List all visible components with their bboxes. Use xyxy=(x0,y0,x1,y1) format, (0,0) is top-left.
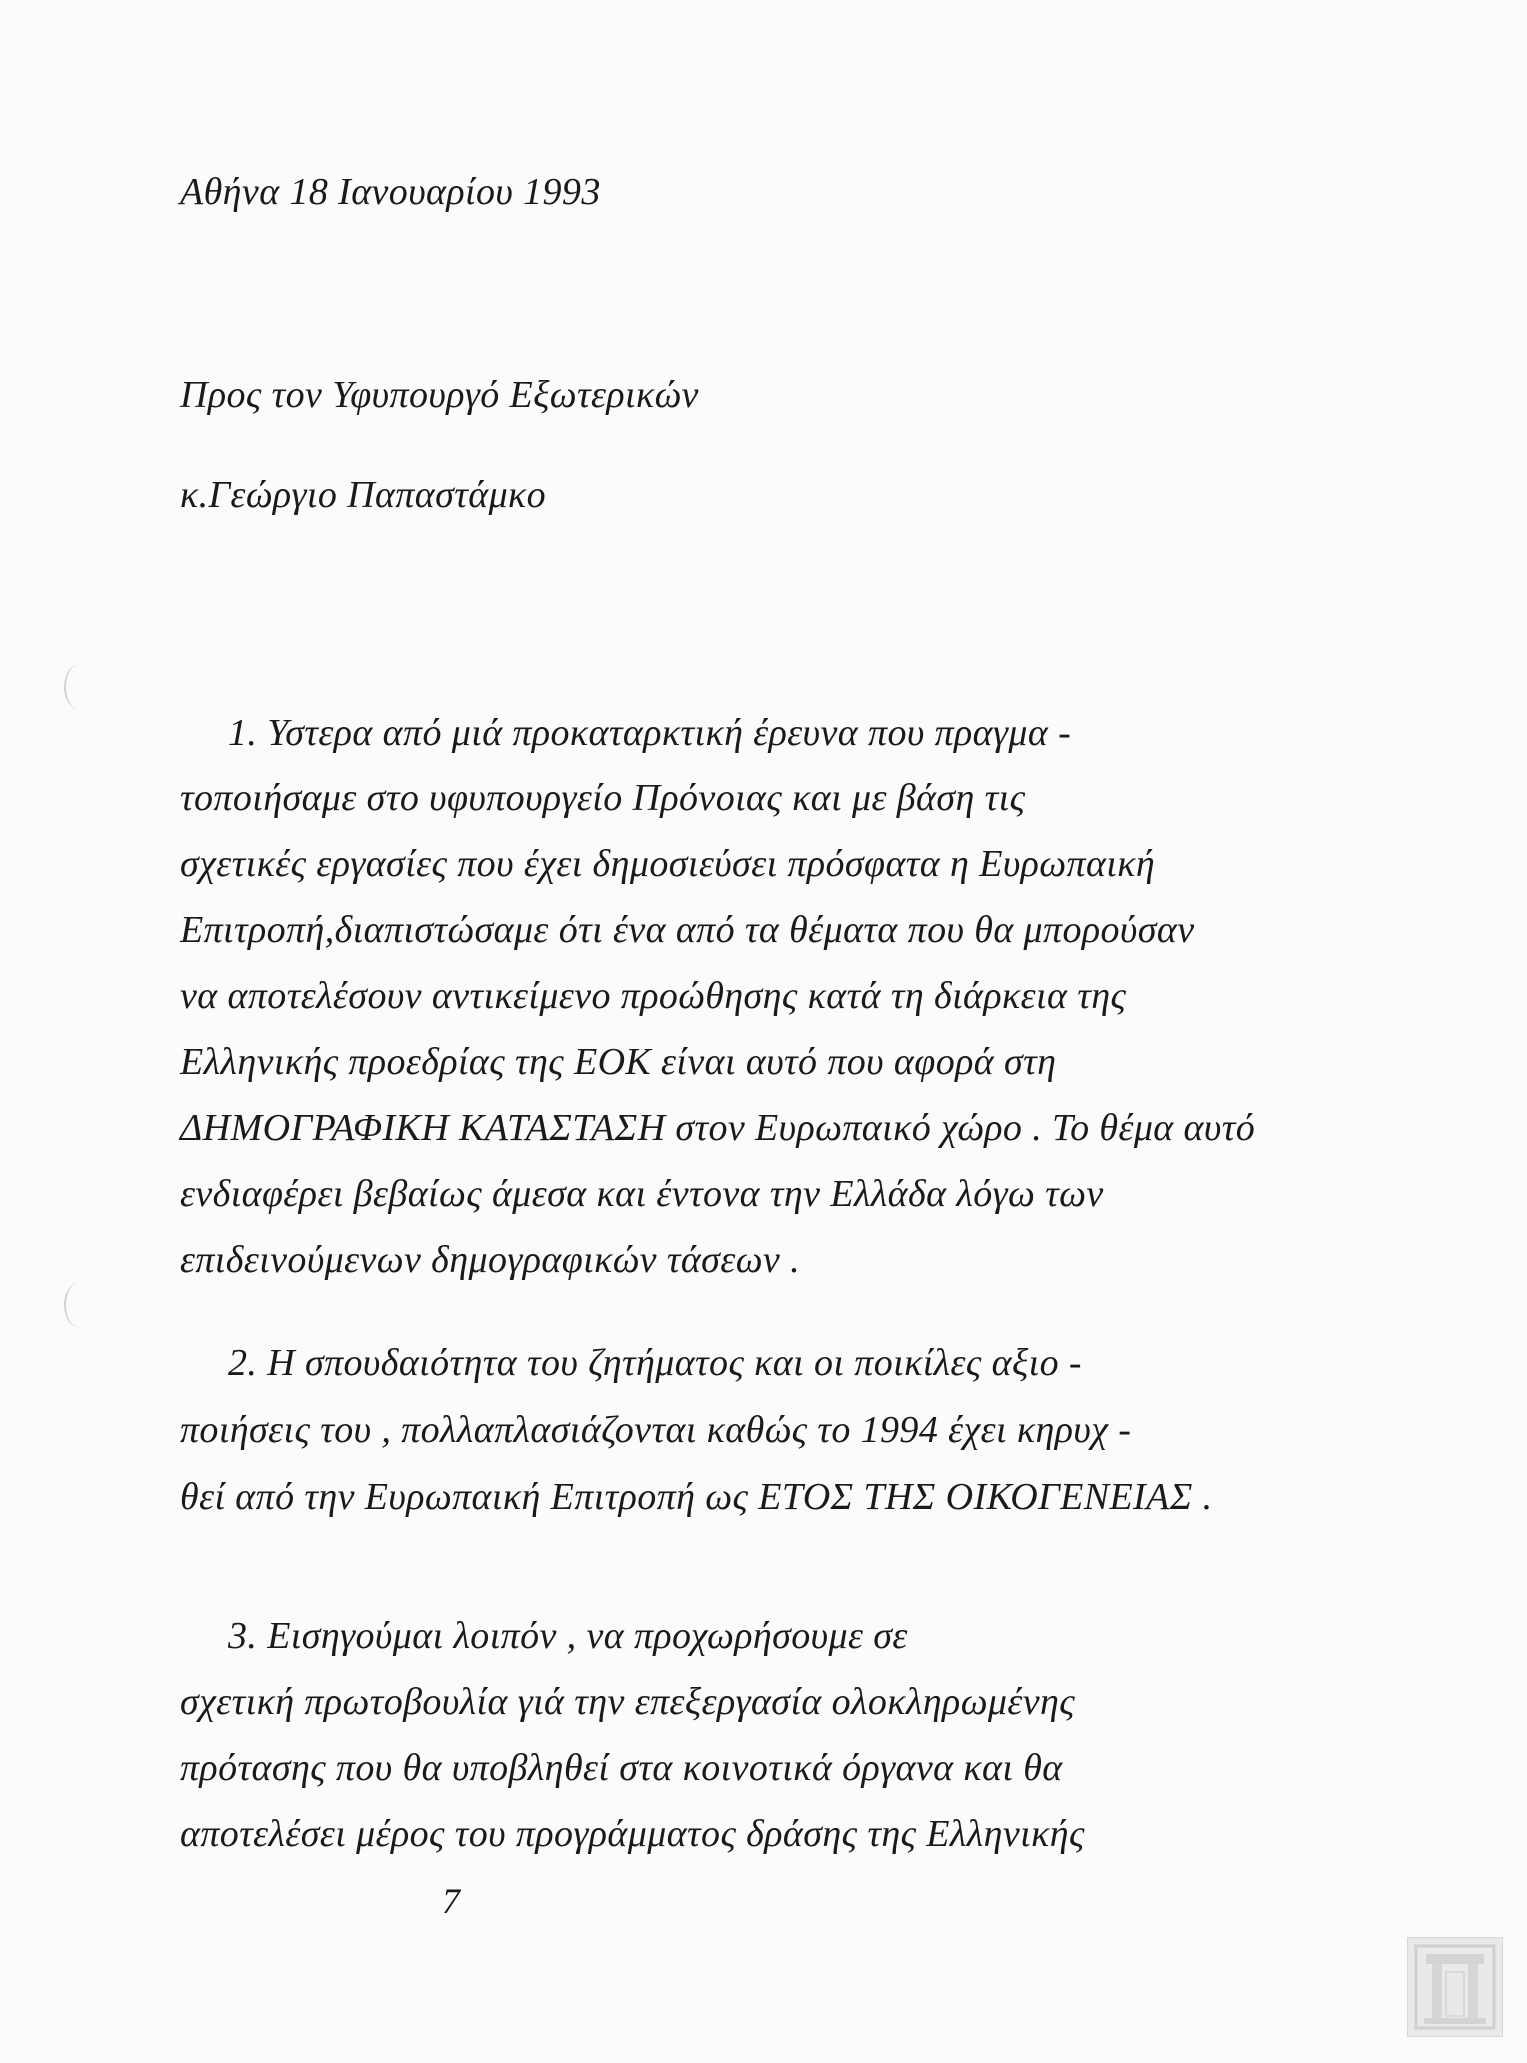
paragraph-1-line-2: τοποιήσαμε στο υφυπουργείο Πρόνοιας και με βάση τις xyxy=(180,777,1026,819)
paragraph-2-line-1: 2. Η σπουδαιότητα του ζητήματος και οι ποικίλες αξιο - xyxy=(228,1342,1082,1384)
paragraph-1-line-6: Ελληνικής προεδρίας της ΕΟΚ είναι αυτό που αφορά στη xyxy=(180,1041,1057,1083)
paragraph-1-line-7: ΔΗΜΟΓΡΑΦΙΚΗ ΚΑΤΑΣΤΑΣΗ στον Ευρωπαικό χώρο . Το θέμα αυτό xyxy=(180,1107,1256,1149)
archive-watermark-icon xyxy=(1408,1938,1502,2036)
paragraph-1-line-4: Επιτροπή,διαπιστώσαμε ότι ένα από τα θέματα που θα μπορούσαν xyxy=(180,909,1195,951)
paragraph-1-line-5: να αποτελέσουν αντικείμενο προώθησης κατά τη διάρκεια της xyxy=(180,975,1127,1017)
paragraph-3-line-4: αποτελέσει μέρος του προγράμματος δράσης της Ελληνικής xyxy=(180,1813,1085,1855)
paragraph-1-line-1: 1. Υστερα από μιά προκαταρκτική έρευνα που πραγμα - xyxy=(228,712,1072,754)
paragraph-2-line-2: ποιήσεις του , πολλαπλασιάζονται καθώς το 1994 έχει κηρυχ - xyxy=(180,1409,1132,1451)
paragraph-1-line-9: επιδεινούμενων δημογραφικών τάσεων . xyxy=(180,1239,800,1281)
paragraph-1-line-8: ενδιαφέρει βεβαίως άμεσα και έντονα την Ελλάδα λόγω των xyxy=(180,1173,1104,1215)
punch-hole-bottom xyxy=(64,1283,92,1327)
punch-hole-top xyxy=(64,665,92,709)
paragraph-3-line-1: 3. Εισηγούμαι λοιπόν , να προχωρήσουμε σε xyxy=(228,1615,908,1657)
archive-watermark-logo xyxy=(1407,1937,1503,2037)
paragraph-1-line-3: σχετικές εργασίες που έχει δημοσιεύσει πρόσφατα η Ευρωπαική xyxy=(180,843,1156,885)
paragraph-2-line-3: θεί από την Ευρωπαική Επιτροπή ως ΕΤΟΣ ΤΗΣ ΟΙΚΟΓΕΝΕΙΑΣ . xyxy=(180,1476,1213,1518)
page-number: 7 xyxy=(442,1881,460,1921)
recipient-title: Προς τον Υφυπουργό Εξωτερικών xyxy=(180,374,699,416)
recipient-name: κ.Γεώργιο Παπαστάμκο xyxy=(180,474,547,516)
paragraph-3-line-3: πρότασης που θα υποβληθεί στα κοινοτικά όργανα και θα xyxy=(180,1747,1063,1789)
paragraph-3-line-2: σχετική πρωτοβουλία γιά την επεξεργασία ολοκληρωμένης xyxy=(180,1681,1076,1723)
letter-date: Αθήνα 18 Ιανουαρίου 1993 xyxy=(180,171,601,213)
